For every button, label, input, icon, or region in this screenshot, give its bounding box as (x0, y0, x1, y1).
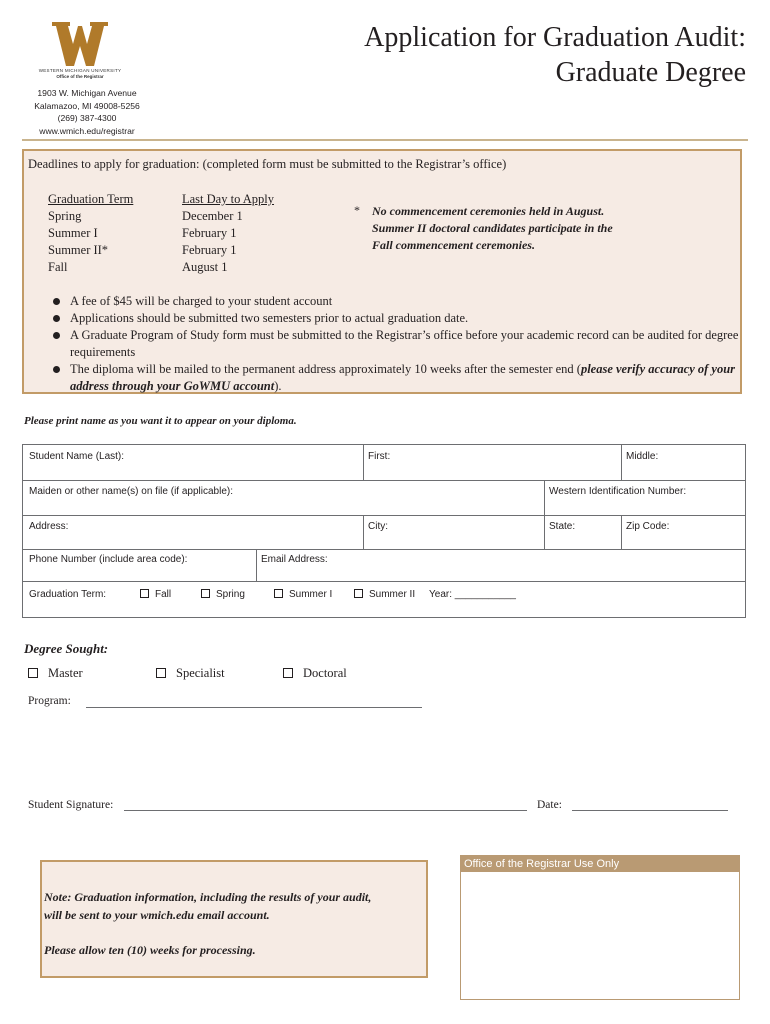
bullet-item (50, 310, 740, 327)
bullet-dot-icon (53, 366, 60, 373)
row-divider (23, 581, 745, 582)
degree-specialist-label: Specialist (176, 666, 225, 680)
office-use-box (460, 855, 740, 1000)
address-website: www.wmich.edu/registrar (39, 125, 135, 136)
term-fall: Fall (48, 260, 68, 274)
bullet-text-post: ). (274, 379, 282, 393)
date-label: Date: (537, 799, 562, 811)
degree-specialist-checkbox[interactable] (156, 666, 225, 681)
term-summer-1-checkbox[interactable] (274, 589, 332, 600)
middle-name-field[interactable]: Middle: (626, 451, 659, 462)
logo-university: WESTERN MICHIGAN UNIVERSITY (38, 68, 122, 73)
zip-field[interactable]: Zip Code: (626, 521, 670, 532)
logo-office: Office of the Registrar (56, 74, 104, 79)
email-field[interactable]: Email Address: (261, 554, 328, 565)
term-summer-1: Summer I (48, 226, 98, 240)
term-summer-2-checkbox[interactable] (354, 589, 415, 600)
bullet-text: A fee of $45 will be charged to your student account (70, 294, 333, 308)
address-phone: (269) 387-4300 (57, 113, 117, 123)
checkbox-icon (201, 589, 210, 598)
date-input-line[interactable] (572, 810, 728, 811)
degree-doctoral-label: Doctoral (303, 666, 347, 680)
term-spring-checkbox[interactable] (201, 589, 245, 600)
day-summer-1: February 1 (182, 226, 237, 240)
bullet-text: Applications should be submitted two semesters prior to actual graduation date. (70, 311, 469, 325)
note-line: Fall commencement ceremonies. (372, 238, 535, 252)
bullet-dot-icon (53, 315, 60, 322)
bullet-dot-icon (53, 332, 60, 339)
year-field[interactable]: Year: ___________ (429, 589, 516, 600)
student-info-form (22, 444, 746, 618)
note-line: Please allow ten (10) weeks for processing. (44, 943, 256, 957)
row-divider (23, 480, 745, 481)
address-city: Kalamazoo, MI 49008-5256 (34, 100, 140, 111)
bullet-dot-icon (53, 298, 60, 305)
col-divider (621, 515, 622, 549)
degree-master-label: Master (48, 666, 83, 680)
term-spring: Spring (48, 209, 82, 223)
checkbox-icon (354, 589, 363, 598)
note-line: Note: Graduation information, including the results of your audit, (44, 890, 372, 904)
graduation-term-label: Graduation Term: (29, 589, 107, 600)
day-summer-2: February 1 (182, 243, 237, 257)
checkbox-icon (140, 589, 149, 598)
title-line-1: Application for Graduation Audit: (364, 22, 746, 53)
degree-doctoral-checkbox[interactable] (283, 666, 347, 681)
deadlines-intro: Deadlines to apply for graduation: (completed form must be submitted to the Registrar’s office) (28, 157, 507, 171)
term-column (48, 191, 133, 276)
note-line: Summer II doctoral candidates participate in the (372, 221, 613, 235)
col-divider (363, 515, 364, 549)
term-column-header: Graduation Term (48, 192, 134, 206)
day-column-header: Last Day to Apply (182, 192, 275, 206)
program-input-line[interactable] (86, 707, 422, 708)
note-body (44, 888, 371, 959)
signature-input-line[interactable] (124, 810, 527, 811)
term-summer-1-label: Summer I (289, 589, 333, 600)
term-summer-2-label: Summer II (369, 589, 416, 600)
maiden-name-field[interactable]: Maiden or other name(s) on file (if applicable): (29, 486, 233, 497)
print-name-instruction: Please print name as you want it to appear on your diploma. (24, 415, 297, 427)
note-line: will be sent to your wmich.edu email account. (44, 908, 270, 922)
program-label: Program: (28, 695, 71, 707)
checkbox-icon (28, 668, 38, 678)
term-fall-checkbox[interactable] (140, 589, 171, 600)
registrar-address (22, 87, 152, 137)
col-divider (544, 515, 545, 549)
deadlines-box (22, 149, 742, 394)
note-asterisk: * (354, 203, 360, 217)
page-title (364, 20, 746, 90)
col-divider (256, 549, 257, 581)
col-divider (363, 445, 364, 480)
checkbox-icon (274, 589, 283, 598)
address-street: 1903 W. Michigan Avenue (37, 88, 137, 98)
commencement-note (372, 203, 662, 254)
phone-field[interactable]: Phone Number (include area code): (29, 554, 188, 565)
header-divider (22, 139, 748, 141)
student-signature-label: Student Signature: (28, 799, 114, 811)
degree-master-checkbox[interactable] (28, 666, 83, 681)
office-use-title: Office of the Registrar Use Only (461, 856, 739, 872)
row-divider (23, 549, 745, 550)
first-name-field[interactable]: First: (368, 451, 391, 462)
win-field[interactable]: Western Identification Number: (549, 486, 687, 497)
state-field[interactable]: State: (549, 521, 576, 532)
bullet-item (50, 327, 740, 361)
term-summer-2: Summer II* (48, 243, 109, 257)
day-spring: December 1 (182, 209, 243, 223)
col-divider (621, 445, 622, 480)
col-divider (544, 480, 545, 515)
processing-note-box (40, 860, 428, 978)
logo-subtitle (30, 68, 130, 80)
row-divider (23, 515, 745, 516)
bullet-item (50, 361, 740, 395)
last-name-field[interactable]: Student Name (Last): (29, 451, 125, 462)
deadline-bullets (50, 293, 740, 395)
wmu-logo (52, 22, 108, 66)
note-line: No commencement ceremonies held in August. (372, 204, 605, 218)
day-column (182, 191, 274, 276)
bullet-text: A Graduate Program of Study form must be submitted to the Registrar’s office before your academic record can be audited for degree requirements (70, 328, 739, 359)
bullet-text-emphasis: please verify accuracy of your address through your GoWMU account (70, 362, 736, 393)
bullet-text-pre: The diploma will be mailed to the permanent address approximately 10 weeks after the semester end ( (70, 362, 581, 376)
day-fall: August 1 (182, 260, 228, 274)
term-spring-label: Spring (216, 589, 245, 600)
term-fall-label: Fall (155, 589, 172, 600)
city-field[interactable]: City: (368, 521, 388, 532)
degree-sought-title: Degree Sought: (24, 641, 109, 656)
checkbox-icon (156, 668, 166, 678)
checkbox-icon (283, 668, 293, 678)
address-field[interactable]: Address: (29, 521, 69, 532)
title-line-2: Graduate Degree (555, 57, 746, 88)
bullet-item (50, 293, 740, 310)
